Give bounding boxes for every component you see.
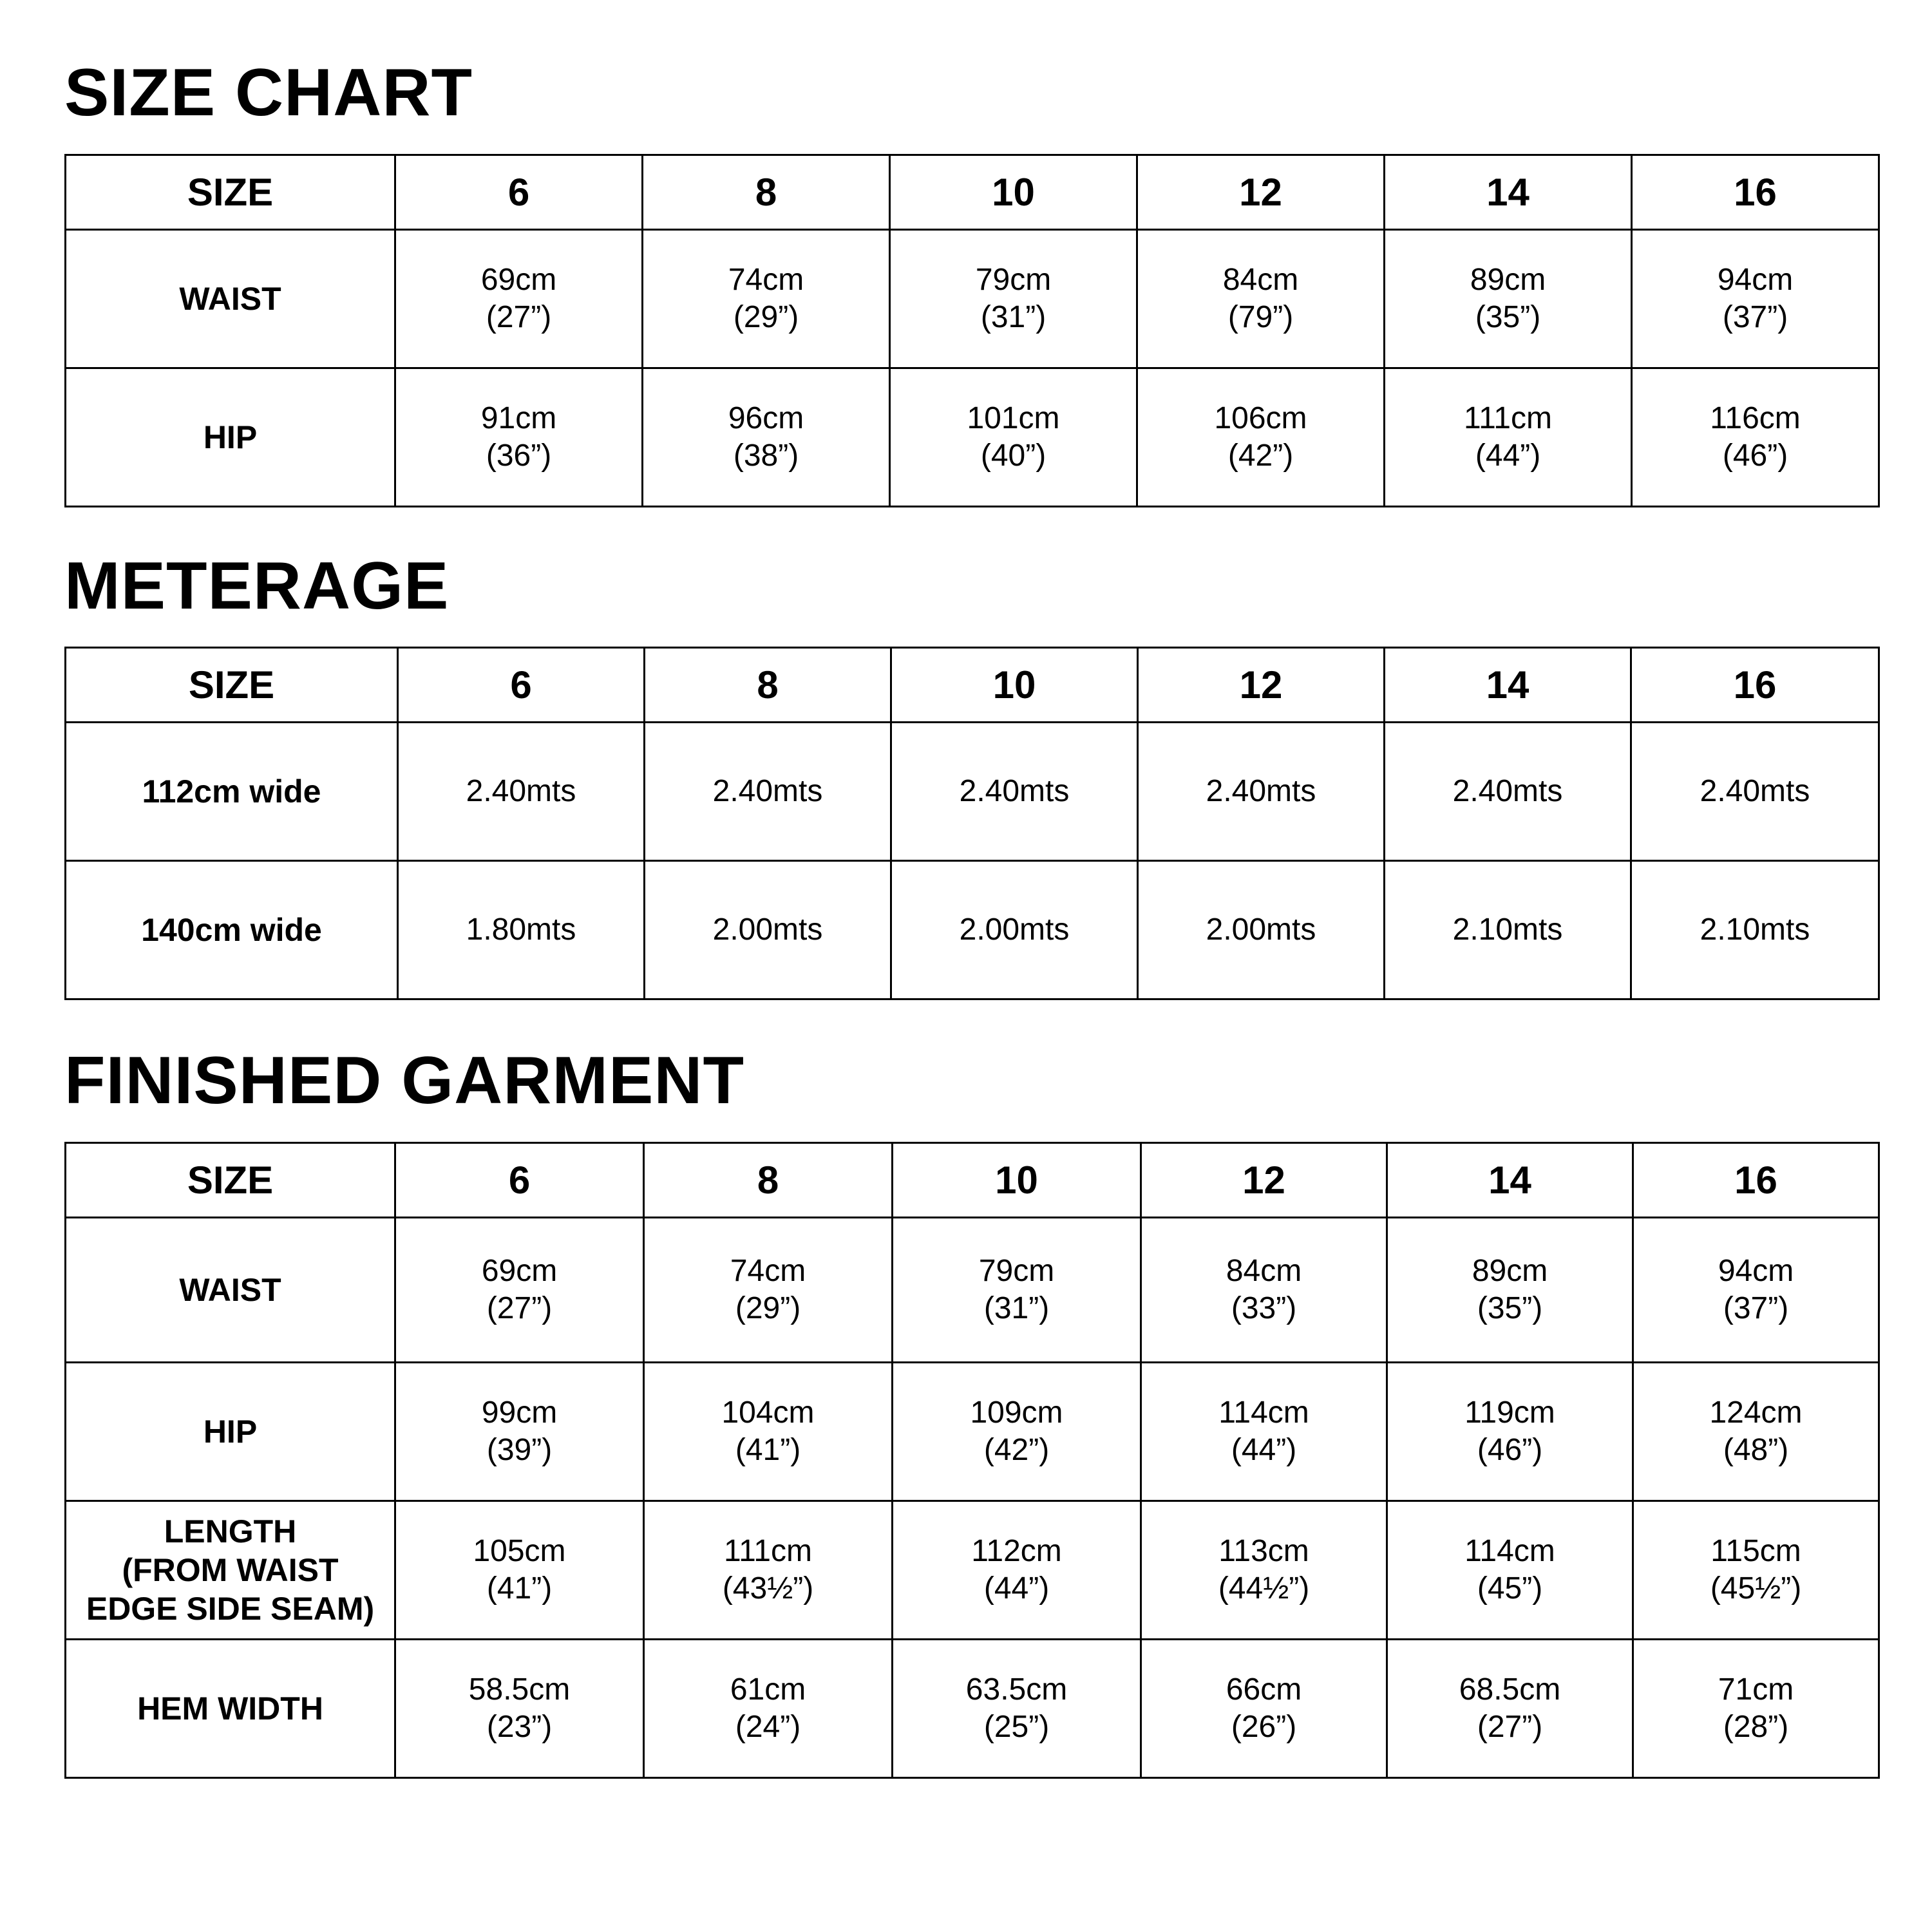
inch-value: (39”) xyxy=(486,1433,553,1467)
meterage-cell: 2.40mts xyxy=(1631,723,1879,861)
measurement-cell xyxy=(893,1218,1141,1363)
cm-value: 119cm xyxy=(1464,1396,1555,1430)
row-label-line: HEM WIDTH xyxy=(137,1690,323,1727)
inch-value: (27”) xyxy=(486,300,552,334)
cm-value: 114cm xyxy=(1464,1534,1555,1569)
inch-value: (25”) xyxy=(983,1710,1050,1744)
measurement-cell xyxy=(1141,1363,1387,1501)
measurement-cell xyxy=(395,1218,644,1363)
cm-value: 74cm xyxy=(728,263,804,298)
cm-value: 89cm xyxy=(1470,263,1546,298)
size-header-cell: 16 xyxy=(1631,648,1879,723)
row-label xyxy=(66,1363,395,1501)
inch-value: (35”) xyxy=(1477,1291,1543,1325)
measurement-cell xyxy=(1632,230,1879,368)
measurement-cell xyxy=(893,1501,1141,1640)
inch-value: (42”) xyxy=(1227,439,1294,473)
inch-value: (44”) xyxy=(1475,439,1541,473)
row-label-line: WAIST xyxy=(179,1272,281,1308)
inch-value: (41”) xyxy=(735,1433,801,1467)
inch-value: (29”) xyxy=(735,1291,801,1325)
measurement-cell xyxy=(1387,1218,1633,1363)
size-chart-row-hip xyxy=(66,368,1879,507)
row-label-line: LENGTH xyxy=(164,1513,297,1549)
inch-value: (23”) xyxy=(486,1710,553,1744)
cm-value: 94cm xyxy=(1717,263,1794,298)
meterage-cell: 2.00mts xyxy=(1138,861,1385,999)
inch-value: (43½”) xyxy=(722,1571,814,1605)
meterage-title: METERAGE xyxy=(64,549,450,623)
cm-value: 79cm xyxy=(978,1254,1055,1289)
finished-garment-row-hip xyxy=(66,1363,1879,1501)
inch-value: (41”) xyxy=(486,1571,553,1605)
inch-value: (38”) xyxy=(733,439,799,473)
cm-value: 114cm xyxy=(1218,1396,1309,1430)
row-label xyxy=(66,1640,395,1778)
measurement-cell xyxy=(644,1640,893,1778)
meterage-row-140cm xyxy=(66,861,1879,999)
row-label-line: EDGE SIDE SEAM) xyxy=(86,1591,375,1627)
inch-value: (27”) xyxy=(1477,1710,1543,1744)
cm-value: 68.5cm xyxy=(1459,1672,1561,1707)
row-label: HIP xyxy=(66,368,395,507)
row-label xyxy=(66,1218,395,1363)
size-header-label: SIZE xyxy=(66,648,398,723)
cm-value: 105cm xyxy=(473,1534,566,1569)
inch-value: (44”) xyxy=(983,1571,1050,1605)
cm-value: 69cm xyxy=(481,1254,558,1289)
row-label: 140cm wide xyxy=(66,861,398,999)
cm-value: 115cm xyxy=(1710,1534,1801,1569)
meterage-table xyxy=(64,647,1880,1000)
size-header-cell: 10 xyxy=(891,648,1138,723)
cm-value: 69cm xyxy=(480,263,557,298)
measurement-cell xyxy=(1385,368,1632,507)
finished-garment-row-waist xyxy=(66,1218,1879,1363)
measurement-cell xyxy=(1137,368,1385,507)
inch-value: (33”) xyxy=(1231,1291,1297,1325)
inch-value: (35”) xyxy=(1475,300,1541,334)
size-header-cell: 14 xyxy=(1387,1143,1633,1218)
cm-value: 71cm xyxy=(1718,1672,1794,1707)
size-chart-title: SIZE CHART xyxy=(64,55,473,130)
finished-garment-table xyxy=(64,1142,1880,1779)
size-header-cell: 6 xyxy=(395,1143,644,1218)
measurement-cell xyxy=(890,368,1137,507)
measurement-cell xyxy=(644,1501,893,1640)
inch-value: (37”) xyxy=(1722,300,1788,334)
cm-value: 91cm xyxy=(480,401,557,436)
measurement-cell xyxy=(1633,1363,1879,1501)
size-header-cell: 8 xyxy=(643,155,890,230)
measurement-cell xyxy=(1141,1218,1387,1363)
inch-value: (27”) xyxy=(486,1291,553,1325)
inch-value: (31”) xyxy=(983,1291,1050,1325)
measurement-cell xyxy=(1387,1640,1633,1778)
cm-value: 111cm xyxy=(724,1534,812,1569)
measurement-cell xyxy=(395,230,643,368)
inch-value: (29”) xyxy=(733,300,799,334)
cm-value: 101cm xyxy=(967,401,1060,436)
size-header-cell: 10 xyxy=(890,155,1137,230)
row-label-line: HIP xyxy=(203,1414,258,1450)
size-header-cell: 16 xyxy=(1632,155,1879,230)
size-header-cell: 8 xyxy=(644,1143,893,1218)
size-chart-row-waist xyxy=(66,230,1879,368)
inch-value: (44½”) xyxy=(1218,1571,1310,1605)
cm-value: 66cm xyxy=(1226,1672,1302,1707)
inch-value: (40”) xyxy=(980,439,1046,473)
cm-value: 112cm xyxy=(971,1534,1062,1569)
cm-value: 61cm xyxy=(730,1672,806,1707)
size-header-cell: 8 xyxy=(645,648,891,723)
inch-value: (44”) xyxy=(1231,1433,1297,1467)
cm-value: 74cm xyxy=(730,1254,806,1289)
size-chart-table xyxy=(64,154,1880,507)
cm-value: 113cm xyxy=(1218,1534,1309,1569)
meterage-cell: 2.00mts xyxy=(891,861,1138,999)
size-header-cell: 14 xyxy=(1385,648,1631,723)
inch-value: (46”) xyxy=(1477,1433,1543,1467)
meterage-cell: 2.40mts xyxy=(398,723,645,861)
size-chart-header-row xyxy=(66,155,1879,230)
inch-value: (37”) xyxy=(1723,1291,1789,1325)
size-header-label: SIZE xyxy=(66,1143,395,1218)
size-header-cell: 10 xyxy=(893,1143,1141,1218)
measurement-cell xyxy=(1633,1218,1879,1363)
cm-value: 84cm xyxy=(1222,263,1299,298)
measurement-cell xyxy=(1632,368,1879,507)
size-header-cell: 12 xyxy=(1138,648,1385,723)
row-label xyxy=(66,1501,395,1640)
cm-value: 89cm xyxy=(1472,1254,1548,1289)
measurement-cell xyxy=(395,1363,644,1501)
cm-value: 96cm xyxy=(728,401,804,436)
inch-value: (46”) xyxy=(1722,439,1788,473)
inch-value: (48”) xyxy=(1723,1433,1789,1467)
meterage-cell: 2.00mts xyxy=(645,861,891,999)
meterage-cell: 1.80mts xyxy=(398,861,645,999)
row-label: WAIST xyxy=(66,230,395,368)
size-header-cell: 12 xyxy=(1137,155,1385,230)
cm-value: 109cm xyxy=(970,1396,1063,1430)
size-header-cell: 6 xyxy=(398,648,645,723)
measurement-cell xyxy=(643,368,890,507)
meterage-cell: 2.40mts xyxy=(1138,723,1385,861)
measurement-cell xyxy=(395,1501,644,1640)
cm-value: 63.5cm xyxy=(965,1672,1068,1707)
measurement-cell xyxy=(1633,1640,1879,1778)
size-header-cell: 6 xyxy=(395,155,643,230)
inch-value: (24”) xyxy=(735,1710,801,1744)
row-label: 112cm wide xyxy=(66,723,398,861)
cm-value: 104cm xyxy=(721,1396,815,1430)
size-header-cell: 12 xyxy=(1141,1143,1387,1218)
cm-value: 116cm xyxy=(1710,401,1801,436)
measurement-cell xyxy=(644,1363,893,1501)
inch-value: (26”) xyxy=(1231,1710,1297,1744)
finished-garment-row-length xyxy=(66,1501,1879,1640)
inch-value: (31”) xyxy=(980,300,1046,334)
measurement-cell xyxy=(644,1218,893,1363)
measurement-cell xyxy=(643,230,890,368)
meterage-cell: 2.40mts xyxy=(645,723,891,861)
measurement-cell xyxy=(1633,1501,1879,1640)
meterage-cell: 2.10mts xyxy=(1385,861,1631,999)
meterage-cell: 2.10mts xyxy=(1631,861,1879,999)
inch-value: (45”) xyxy=(1477,1571,1543,1605)
row-label-line: (FROM WAIST xyxy=(122,1552,339,1588)
size-header-label: SIZE xyxy=(66,155,395,230)
cm-value: 99cm xyxy=(481,1396,558,1430)
measurement-cell xyxy=(1387,1363,1633,1501)
inch-value: (42”) xyxy=(983,1433,1050,1467)
measurement-cell xyxy=(1137,230,1385,368)
inch-value: (28”) xyxy=(1723,1710,1789,1744)
inch-value: (79”) xyxy=(1227,300,1294,334)
cm-value: 106cm xyxy=(1214,401,1307,436)
measurement-cell xyxy=(1141,1501,1387,1640)
measurement-cell xyxy=(893,1640,1141,1778)
meterage-cell: 2.40mts xyxy=(891,723,1138,861)
measurement-cell xyxy=(395,368,643,507)
measurement-cell xyxy=(1387,1501,1633,1640)
meterage-cell: 2.40mts xyxy=(1385,723,1631,861)
measurement-cell xyxy=(1141,1640,1387,1778)
size-header-cell: 16 xyxy=(1633,1143,1879,1218)
cm-value: 58.5cm xyxy=(468,1672,571,1707)
meterage-row-112cm xyxy=(66,723,1879,861)
cm-value: 94cm xyxy=(1718,1254,1794,1289)
finished-garment-row-hem-width xyxy=(66,1640,1879,1778)
finished-garment-title: FINISHED GARMENT xyxy=(64,1043,744,1118)
measurement-cell xyxy=(395,1640,644,1778)
inch-value: (36”) xyxy=(486,439,552,473)
inch-value: (45½”) xyxy=(1710,1571,1802,1605)
measurement-cell xyxy=(893,1363,1141,1501)
cm-value: 124cm xyxy=(1709,1396,1803,1430)
size-header-cell: 14 xyxy=(1385,155,1632,230)
cm-value: 79cm xyxy=(975,263,1052,298)
cm-value: 111cm xyxy=(1464,401,1552,436)
measurement-cell xyxy=(1385,230,1632,368)
finished-garment-header-row xyxy=(66,1143,1879,1218)
cm-value: 84cm xyxy=(1226,1254,1302,1289)
meterage-header-row xyxy=(66,648,1879,723)
measurement-cell xyxy=(890,230,1137,368)
